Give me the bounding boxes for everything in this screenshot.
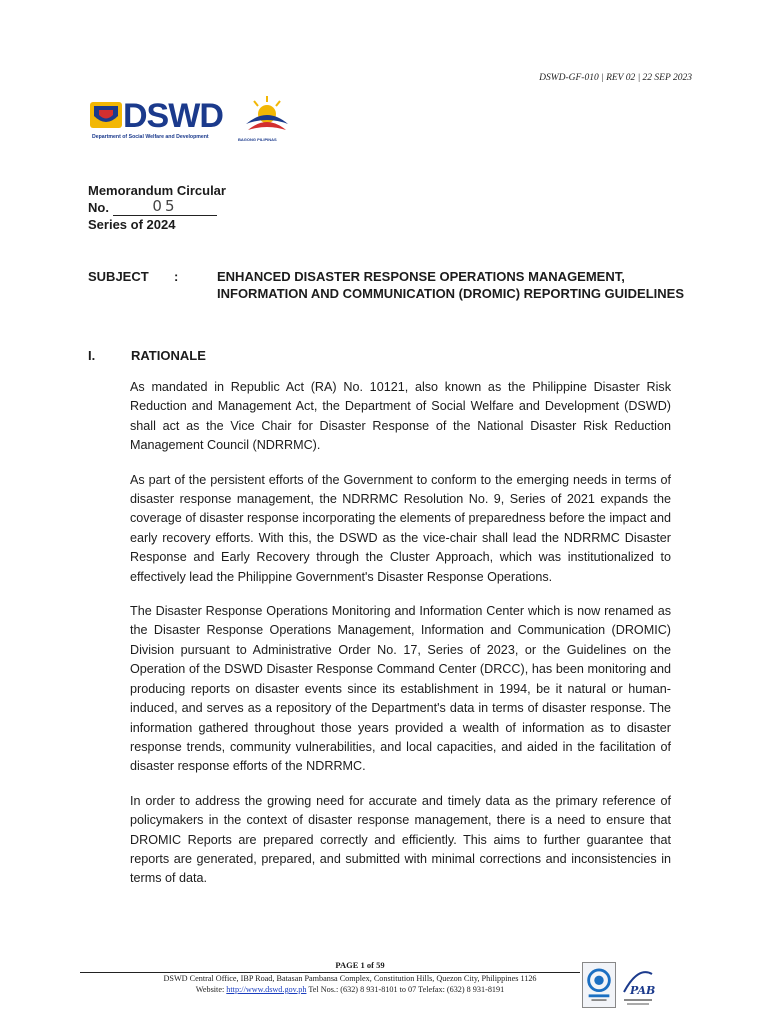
- section-number: I.: [88, 348, 96, 363]
- subject-text: ENHANCED DISASTER RESPONSE OPERATIONS MANAGEMENT, INFORMATION AND COMMUNICATION (DROMIC) REPORTING GUIDELINES: [217, 269, 685, 301]
- pab-accreditation-icon: [620, 962, 656, 1008]
- footer-address: DSWD Central Office, IBP Road, Batasan Pambansa Complex, Constitution Hills, Quezon City, Philippines 1126: [163, 974, 537, 983]
- footer-contact-row: [80, 984, 580, 995]
- page-number: PAGE 1 of 59: [335, 960, 385, 970]
- subject-colon: :: [174, 269, 179, 284]
- document-code: DSWD-GF-010 | REV 02 | 22 SEP 2023: [539, 73, 692, 83]
- section-title: RATIONALE: [131, 348, 206, 363]
- memo-number-value: 05: [152, 197, 178, 215]
- dswd-logo: [90, 96, 300, 146]
- paragraph-2: As part of the persistent efforts of the Government to conform to the emerging needs in terms of disaster response management, the NDRRMC Resolution No. 9, Series of 2021 expands the coverage of disaster response incorporating the elements of preparedness before the impact and early recovery efforts. With this, the DSWD as the vice-chair shall lead the NDRRMC Disaster Response and Early Recovery through the Cluster Approach, which was institutionalized to effectively lead the Philippine Government's Disaster Response Operations.: [130, 472, 671, 584]
- paragraph-1: As mandated in Republic Act (RA) No. 10121, also known as the Philippine Disaster Risk Reduction and Management Act, the Department of Social Welfare and Development (DSWD) shall act as the Vice Chair for Disaster Response of the National Disaster Risk Reduction Management Council (NDRRMC).: [130, 380, 671, 453]
- dswd-shield-icon: [90, 102, 122, 128]
- footer-contact: Tel Nos.: (632) 8 931-8101 to 07 Telefax: (632) 8 931-8191: [308, 985, 505, 994]
- memo-number-line: [113, 199, 217, 216]
- iso-certification-icon: [582, 962, 616, 1008]
- partner-logo-subtitle: BAGONG PILIPINAS: [238, 137, 277, 142]
- website-link[interactable]: http://www.dswd.gov.ph: [226, 985, 307, 994]
- page-footer: [80, 960, 580, 995]
- memo-block: [88, 182, 226, 233]
- memo-series: Series of 2024: [88, 217, 176, 232]
- paragraph-4: In order to address the growing need for accurate and timely data as the primary reference of policymakers in the context of disaster response management, there is a need to ensure that DROMIC Reports are prepared correctly and efficiently. This aims to further guarantee that reports are generated, prepared, and submitted with minimal corrections and inconsistencies in terms of data.: [130, 793, 671, 886]
- bagong-pilipinas-icon: [240, 94, 294, 142]
- paragraph-3: The Disaster Response Operations Monitoring and Information Center which is now renamed as the Disaster Response Operations Management, Information and Communication (DROMIC) Division pursuant to Administrative Order No. 17, Series of 2023, or the Guidelines on the Operation of the DSWD Disaster Response Command Center (DRCC), has been monitoring and producing reports on disaster events since its establishment in 1994, be it natural or human-induced, and serves as a repository of the Department's data in terms of disaster response. The information gathered throughout those years provided a wealth of information as to disaster response trends, community vulnerabilities, and local capacities, and aided in the facilitation of disaster response efforts of the NDRRMC.: [130, 604, 671, 774]
- memo-number-label: No.: [88, 200, 109, 215]
- subject-label: SUBJECT: [88, 269, 149, 284]
- rationale-body: [130, 378, 671, 904]
- pab-label: PAB: [630, 984, 656, 997]
- logo-wordmark: DSWD: [123, 97, 223, 135]
- website-label: Website:: [195, 985, 225, 994]
- memo-number-row: [88, 199, 226, 216]
- logo-subtitle: Department of Social Welfare and Development: [92, 134, 209, 140]
- memo-title: Memorandum Circular: [88, 183, 226, 198]
